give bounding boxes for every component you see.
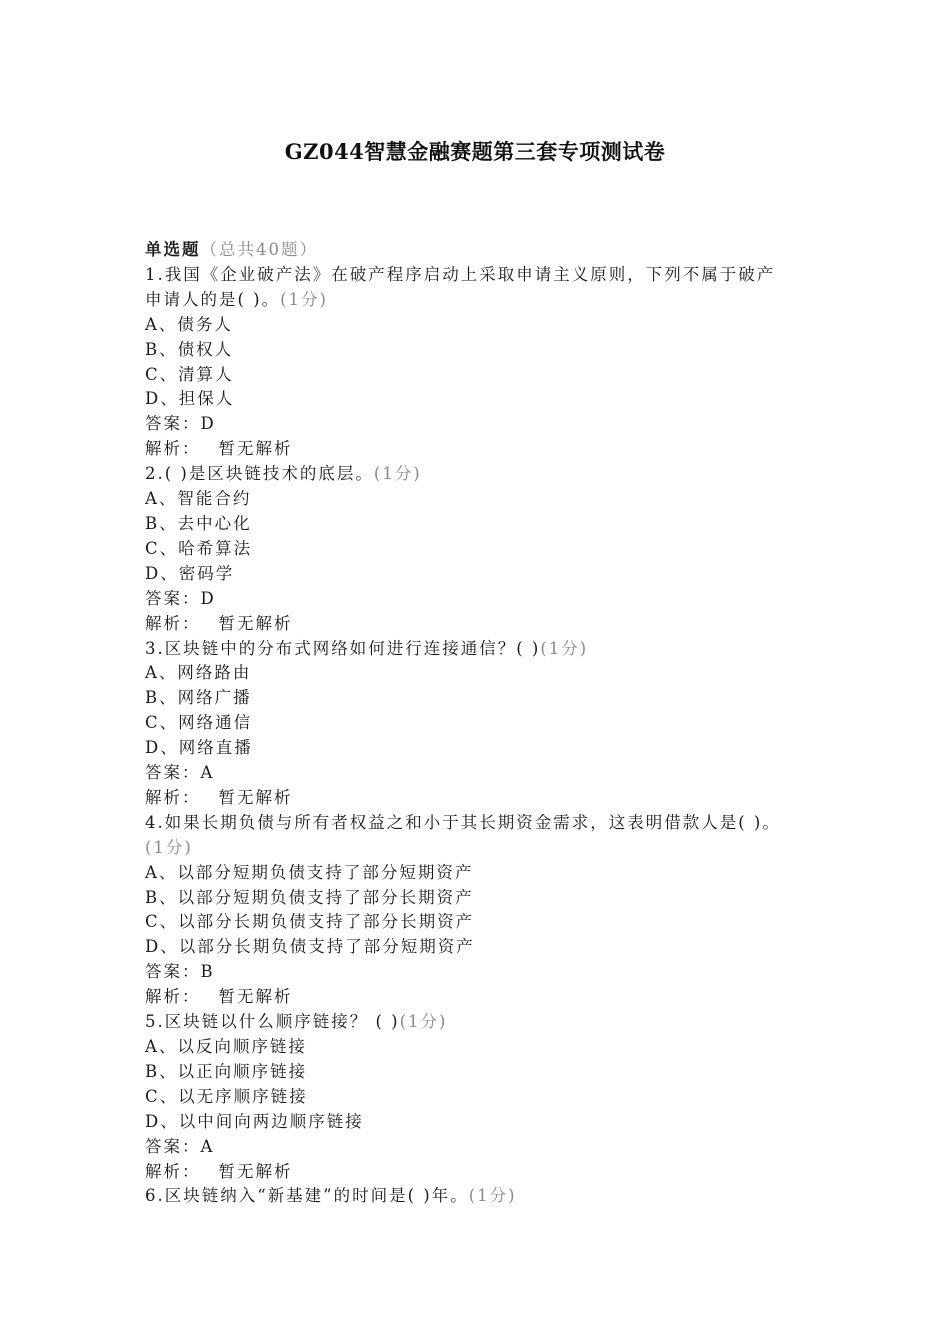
analysis-line <box>145 985 825 1010</box>
answer-option: D、以部分长期负债支持了部分短期资产 <box>145 937 475 957</box>
answer-label: 答案： <box>145 414 201 434</box>
analysis-label: 解析： <box>145 1161 201 1181</box>
analysis-value: 暂无解析 <box>218 787 293 807</box>
section-count: （总共40题） <box>200 240 318 259</box>
answer-option: A、智能合约 <box>145 489 252 509</box>
answer-value: A <box>200 763 215 783</box>
answer-option: D、担保人 <box>145 389 235 409</box>
answer-option: C、哈希算法 <box>145 538 253 558</box>
question-points: (1分) <box>399 1012 448 1032</box>
answer-line <box>145 761 825 786</box>
question-stem-text: 5.区块链以什么顺序链接？ ( ) <box>145 1012 400 1032</box>
analysis-label: 解析： <box>145 439 201 459</box>
answer-option: B、以正向顺序链接 <box>145 1061 308 1081</box>
question-points-line <box>145 836 825 861</box>
analysis-line <box>145 437 825 462</box>
answer-label: 答案： <box>145 588 201 608</box>
question-stem <box>145 288 825 313</box>
answer-option: C、以无序顺序链接 <box>145 1086 308 1106</box>
analysis-line <box>145 612 825 637</box>
answer-option: A、以部分短期负债支持了部分短期资产 <box>145 862 474 882</box>
analysis-label: 解析： <box>145 787 201 807</box>
answer-option: C、清算人 <box>145 364 234 384</box>
question-stem-text: 申请人的是( )。 <box>145 289 281 309</box>
answer-option: D、网络直播 <box>145 738 253 758</box>
analysis-value: 暂无解析 <box>218 987 293 1007</box>
analysis-value: 暂无解析 <box>218 613 293 633</box>
question-stem <box>145 462 825 487</box>
section-heading-label: 单选题 <box>145 240 201 259</box>
analysis-value: 暂无解析 <box>218 439 293 459</box>
question-list <box>145 238 825 1209</box>
question-stem <box>145 637 825 662</box>
answer-value: A <box>200 1136 215 1156</box>
section-heading <box>145 238 825 263</box>
answer-value: D <box>200 414 216 434</box>
answer-option: B、债权人 <box>145 339 234 359</box>
analysis-line <box>145 786 825 811</box>
answer-label: 答案： <box>145 763 201 783</box>
answer-option: A、网络路由 <box>145 663 252 683</box>
answer-option: B、以部分短期负债支持了部分长期资产 <box>145 887 474 907</box>
question-stem-text: 2.( )是区块链技术的底层。 <box>145 464 374 484</box>
answer-line <box>145 1135 825 1160</box>
question-stem <box>145 1010 825 1035</box>
document-title: GZ044智慧金融赛题第三套专项测试卷 <box>284 139 666 164</box>
answer-option: C、网络通信 <box>145 713 253 733</box>
question-stem <box>145 263 825 288</box>
answer-option: C、以部分长期负债支持了部分长期资产 <box>145 912 475 932</box>
answer-line <box>145 412 825 437</box>
question-stem-text: 1.我国《企业破产法》在破产程序启动上采取申请主义原则，下列不属于破产 <box>145 264 776 284</box>
analysis-label: 解析： <box>145 613 201 633</box>
question-stem <box>145 811 825 836</box>
question-points: (1分) <box>373 464 422 484</box>
question-points: (1分) <box>280 289 328 309</box>
answer-value: D <box>200 588 216 608</box>
answer-option: D、密码学 <box>145 563 235 583</box>
answer-option: B、去中心化 <box>145 513 252 533</box>
question-stem <box>145 1184 825 1209</box>
analysis-label: 解析： <box>145 987 201 1007</box>
question-points: (1分) <box>468 1186 517 1206</box>
question-stem-text: 6.区块链纳入“新基建”的时间是( )年。 <box>145 1186 469 1206</box>
answer-label: 答案： <box>145 962 201 982</box>
answer-option: D、以中间向两边顺序链接 <box>145 1111 364 1131</box>
analysis-value: 暂无解析 <box>218 1161 293 1181</box>
answer-option: A、债务人 <box>145 314 233 334</box>
answer-option: A、以反向顺序链接 <box>145 1037 307 1056</box>
question-points: (1分) <box>145 837 193 857</box>
question-stem-text: 3.区块链中的分布式网络如何进行连接通信？( ) <box>145 638 541 658</box>
question-stem-text: 4.如果长期负债与所有者权益之和小于其长期资金需求，这表明借款人是( )。 <box>145 812 781 832</box>
answer-label: 答案： <box>145 1136 201 1156</box>
question-points: (1分) <box>540 638 589 658</box>
answer-option: B、网络广播 <box>145 688 252 708</box>
answer-value: B <box>200 962 215 982</box>
answer-line <box>145 587 825 612</box>
analysis-line <box>145 1160 825 1185</box>
answer-line <box>145 960 825 985</box>
